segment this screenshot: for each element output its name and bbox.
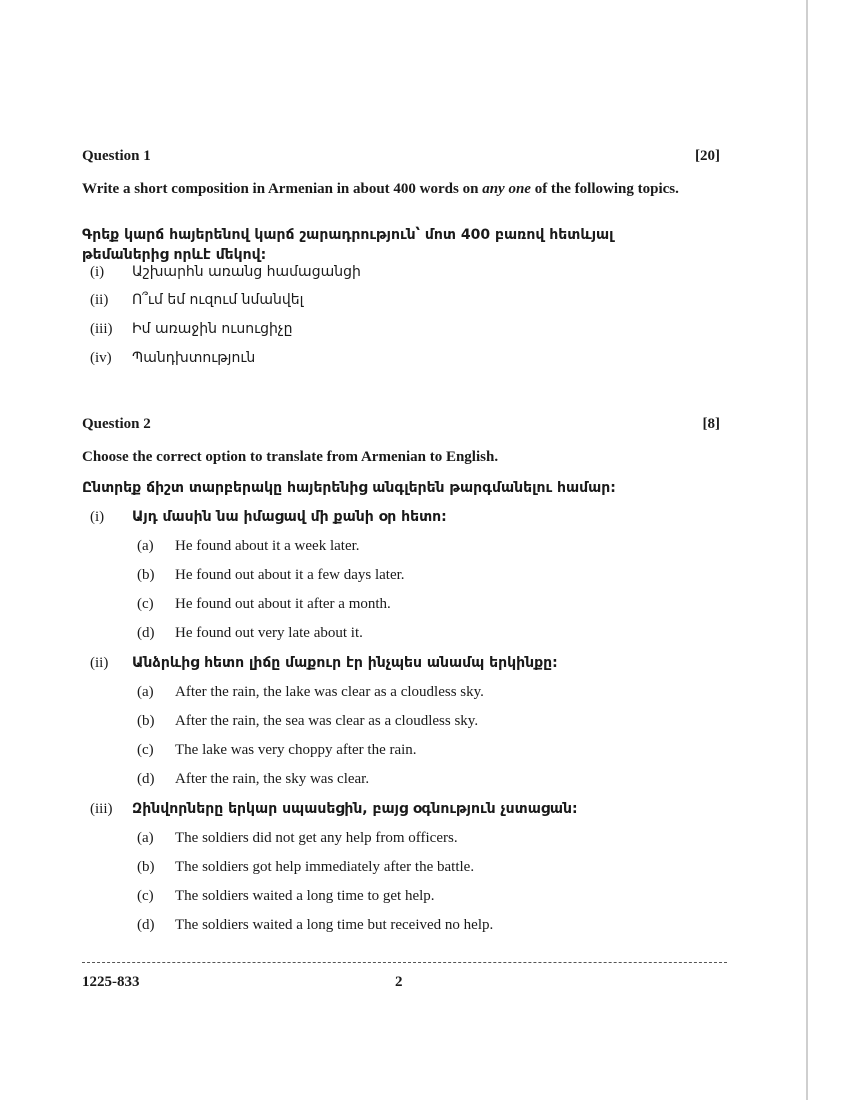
answer-option: (c) The lake was very choppy after the rain. [137, 742, 417, 758]
answer-option: (c) The soldiers waited a long time to get help. [137, 888, 435, 904]
answer-option: (d) After the rain, the sky was clear. [137, 771, 370, 787]
question-2-title: Question 2 [82, 416, 151, 432]
question-1-title: Question 1 [82, 148, 151, 164]
scan-edge-line [806, 0, 808, 1100]
answer-option: (b) After the rain, the sea was clear as a cloudless sky. [137, 713, 479, 729]
translation-question: (iii) Զինվորները երկար սպասեցին, բայց օգնություն չստացան: [90, 801, 578, 817]
question-2-marks: [8] [702, 416, 720, 432]
translation-question: (ii) Անձրևից հետո լիճը մաքուր էր ինչպես անամպ երկինքը: [90, 655, 558, 671]
page-number: 2 [395, 974, 403, 990]
answer-option: (d) He found out very late about it. [137, 625, 363, 641]
answer-option: (b) He found out about it a few days later. [137, 567, 405, 583]
question-1-marks: [20] [695, 148, 720, 164]
question-2-header [82, 416, 720, 433]
answer-option: (c) He found out about it after a month. [137, 596, 391, 612]
paper-code: 1225-833 [82, 974, 140, 990]
topic-item: (iii) Իմ առաջին ուսուցիչը [90, 321, 293, 337]
answer-option: (a) He found about it a week later. [137, 538, 360, 554]
topic-item: (ii) Ո՞ւմ եմ ուզում նմանվել [90, 292, 304, 308]
instruction-emphasis: any one [482, 181, 531, 197]
answer-option: (a) After the rain, the lake was clear as a cloudless sky. [137, 684, 484, 700]
answer-option: (a) The soldiers did not get any help from officers. [137, 830, 458, 846]
topic-item: (i) Աշխարհն առանց համացանցի [90, 264, 361, 280]
topic-item: (iv) Պանդխտություն [90, 350, 256, 366]
answer-option: (d) The soldiers waited a long time but received no help. [137, 917, 494, 933]
question-1-header [82, 148, 720, 165]
footer-divider [82, 962, 727, 963]
question-1-instruction-en: Write a short composition in Armenian in about 400 words on any one of the following topics. [82, 181, 679, 197]
question-2-instruction-en: Choose the correct option to translate from Armenian to English. [82, 449, 499, 465]
question-2-instruction-hy: Ընտրեք ճիշտ տարբերակը հայերենից անգլերեն թարգմանելու համար: [82, 480, 616, 496]
answer-option: (b) The soldiers got help immediately after the battle. [137, 859, 475, 875]
translation-question: (i) Այդ մասին նա իմացավ մի քանի օր հետո: [90, 509, 447, 525]
question-1-instruction-hy: Գրեք կարճ հայերենով կարճ շարադրություն՝ մոտ 400 բառով հետևյալ թեմաներից որևէ մեկով: [82, 227, 614, 263]
